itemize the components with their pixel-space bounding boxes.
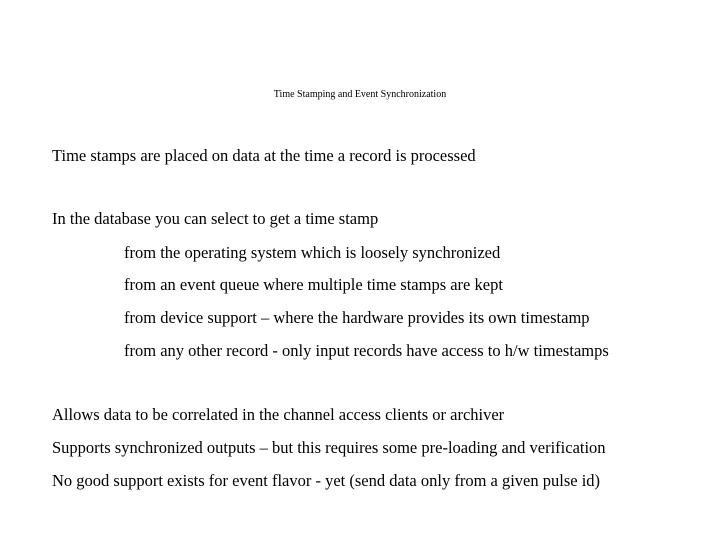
database-heading: In the database you can select to get a time stamp — [52, 209, 379, 228]
intro-text: Time stamps are placed on data at the time a record is processed — [52, 146, 476, 165]
database-option-os: from the operating system which is loosely synchronized — [124, 243, 501, 262]
note-synchronized-outputs: Supports synchronized outputs – but this requires some pre-loading and verification — [52, 438, 606, 457]
database-option-device-support: from device support – where the hardware provides its own timestamp — [124, 308, 590, 327]
note-correlation: Allows data to be correlated in the channel access clients or archiver — [52, 405, 505, 424]
slide-title: Time Stamping and Event Synchronization — [273, 89, 447, 100]
database-option-other-record: from any other record - only input records have access to h/w timestamps — [124, 341, 609, 360]
note-event-flavor: No good support exists for event flavor - yet (send data only from a given pulse id) — [52, 471, 601, 490]
database-option-event-queue: from an event queue where multiple time stamps are kept — [124, 275, 503, 294]
